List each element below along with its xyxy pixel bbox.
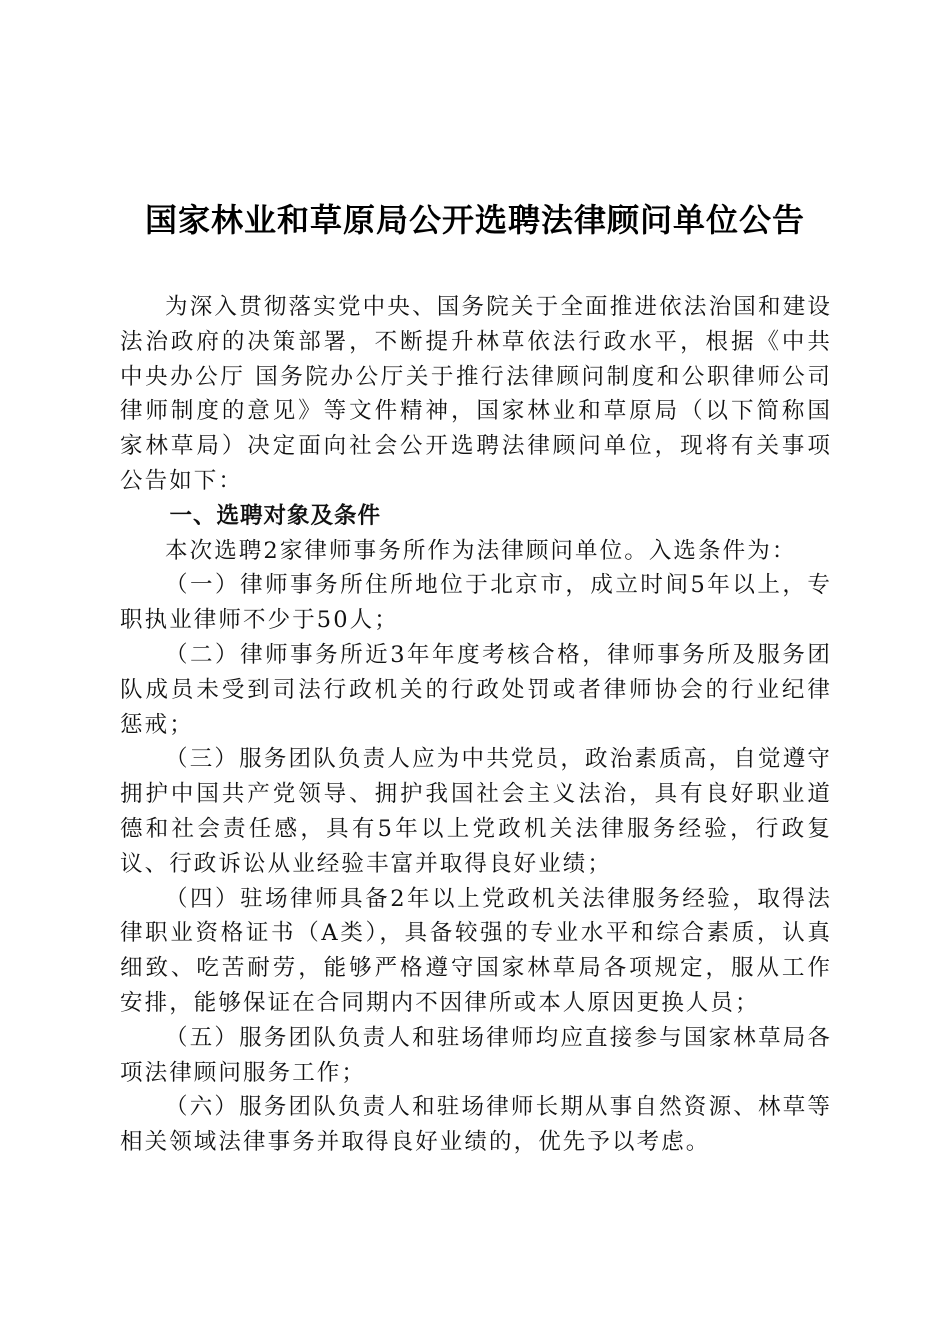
section-heading-1: 一、选聘对象及条件 — [169, 502, 382, 529]
section-lead-paragraph: 本次选聘2家律师事务所作为法律顾问单位。入选条件为： — [165, 537, 797, 564]
document-body — [120, 290, 832, 1160]
condition-item-4: （四）驻场律师具备2年以上党政机关法律服务经验，取得法律职业资格证书（A类），具备较强的专业水平和综合素质，认真细致、吃苦耐劳，能够严格遵守国家林草局各项规定，服从工作安排，能够保证在合同期内不因律所或本人原因更换人员； — [120, 885, 832, 1016]
condition-item-5: （五）服务团队负责人和驻场律师均应直接参与国家林草局各项法律顾问服务工作； — [120, 1024, 832, 1086]
intro-paragraph: 为深入贯彻落实党中央、国务院关于全面推进依法治国和建设法治政府的决策部署，不断提升林草依法行政水平，根据《中共中央办公厅 国务院办公厅关于推行法律顾问制度和公职律师公司律师制度的意见》等文件精神，国家林业和草原局（以下简称国家林草局）决定面向社会公开选聘法律顾问单位，现将有关事项公告如下： — [120, 294, 832, 494]
condition-item-6: （六）服务团队负责人和驻场律师长期从事自然资源、林草等相关领域法律事务并取得良好业绩的，优先予以考虑。 — [120, 1094, 832, 1156]
condition-item-3: （三）服务团队负责人应为中共党员，政治素质高，自觉遵守拥护中国共产党领导、拥护我国社会主义法治，具有良好职业道德和社会责任感，具有5年以上党政机关法律服务经验，行政复议、行政诉讼从业经验丰富并取得良好业绩； — [120, 746, 832, 877]
document-title: 国家林业和草原局公开选聘法律顾问单位公告 — [144, 201, 805, 239]
condition-item-1: （一）律师事务所住所地位于北京市，成立时间5年以上，专职执业律师不少于50人； — [120, 572, 832, 634]
condition-item-2: （二）律师事务所近3年年度考核合格，律师事务所及服务团队成员未受到司法行政机关的行政处罚或者律师协会的行业纪律惩戒； — [120, 641, 832, 738]
